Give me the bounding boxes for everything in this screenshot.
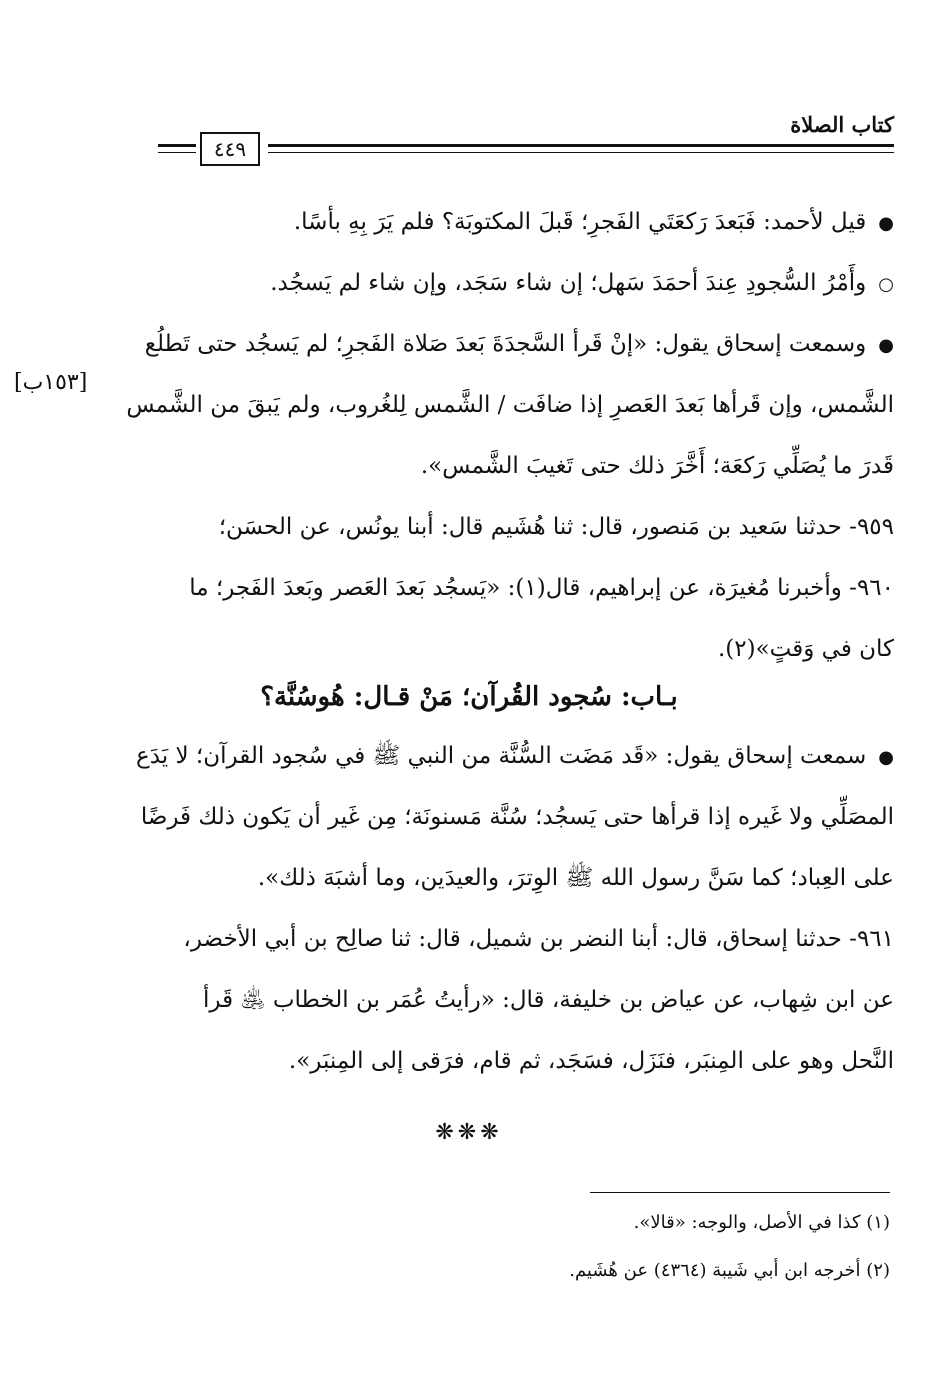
bullet-icon: ● bbox=[878, 213, 894, 234]
chapter-title: كتاب الصلاة bbox=[790, 112, 894, 137]
hollow-bullet-icon: ○ bbox=[878, 274, 894, 295]
header-rule-right-thin bbox=[268, 152, 894, 153]
text-line: عن ابن شِهاب، عن عياض بن خليفة، قال: «رأيتُ عُمَر بن الخطاب ﵁ قَرأ bbox=[203, 987, 894, 1013]
text-line: على العِباد؛ كما سَنَّ رسول الله ﷺ الوِترَ، والعيدَين، وما أشبَهَ ذلك». bbox=[257, 865, 894, 891]
bullet-icon: ● bbox=[878, 335, 894, 356]
text-line: ٩٦١- حدثنا إسحاق، قال: أبنا النضر بن شميل، قال: ثنا صالِح بن أبي الأخضر، bbox=[183, 926, 894, 952]
folio-margin-note: [١٥٣ب] bbox=[14, 370, 88, 395]
text-line: ●قيل لأحمد: فَبَعدَ رَكعَتَي الفَجرِ؛ قَبلَ المكتوبَة؟ فلم يَرَ بِهِ بأسًا. bbox=[44, 192, 894, 253]
text-line: النَّحل وهو على المِنبَر، فنَزَل، فسَجَد، ثم قام، فرَقى إلى المِنبَر». bbox=[288, 1048, 894, 1074]
body-text-2 bbox=[44, 726, 894, 1092]
text-line: الشَّمس، وإن قَرأها بَعدَ العَصرِ إذا ضافَت / الشَّمس لِلغُروب، ولم يَبقَ من الشَّمس bbox=[126, 392, 894, 418]
text-line: كان في وَقتٍ»(٢). bbox=[717, 636, 894, 662]
header-rule-left-thin bbox=[158, 152, 196, 153]
body-text bbox=[44, 192, 894, 680]
text-line: ٩٥٩- حدثنا سَعيد بن مَنصور، قال: ثنا هُشَيم قال: أبنا يونُس، عن الحسَن؛ bbox=[218, 514, 894, 540]
bullet-icon: ● bbox=[878, 747, 894, 768]
header-rule-right bbox=[268, 144, 894, 147]
text-line: المصَلِّي ولا غَيره إذا قرأها حتى يَسجُد؛ سُنَّة مَسنونَة؛ مِن غَير أن يَكون ذلك فَرضًا bbox=[140, 804, 894, 830]
section-separator: ❋❋❋ bbox=[435, 1120, 503, 1145]
footnote-rule bbox=[590, 1192, 890, 1193]
page-number: ٤٤٩ bbox=[200, 132, 260, 166]
header-rule-left bbox=[158, 144, 196, 147]
footnote: (١) كذا في الأصل، والوجه: «قالا». bbox=[633, 1212, 890, 1233]
text-line: ●سمعت إسحاق يقول: «قَد مَضَت السُّنَّة من النبي ﷺ في سُجود القرآن؛ لا يَدَع bbox=[44, 726, 894, 787]
footnote: (٢) أخرجه ابن أبي شَيبة (٤٣٦٤) عن هُشَيم. bbox=[569, 1260, 890, 1281]
text-line: ٩٦٠- وأخبرنا مُغيرَة، عن إبراهيم، قال(١): «يَسجُد بَعدَ العَصر وبَعدَ الفَجر؛ ما bbox=[189, 575, 894, 601]
text-line: ●وسمعت إسحاق يقول: «إنْ قَرأ السَّجدَةَ بَعدَ صَلاة الفَجرِ؛ لم يَسجُد حتى تَطلُع bbox=[44, 314, 894, 375]
chapter-heading: بـاب: سُجود القُرآن؛ مَنْ قـال: هُوسُنَّة؟ bbox=[260, 682, 678, 712]
text-line: قَدرَ ما يُصَلِّي رَكعَة؛ أَخَّرَ ذلك حتى تَغيبَ الشَّمس». bbox=[420, 453, 894, 479]
text-line: ○وأَمْرُ السُّجودِ عِندَ أحمَدَ سَهل؛ إن شاء سَجَد، وإن شاء لم يَسجُد. bbox=[44, 253, 894, 314]
